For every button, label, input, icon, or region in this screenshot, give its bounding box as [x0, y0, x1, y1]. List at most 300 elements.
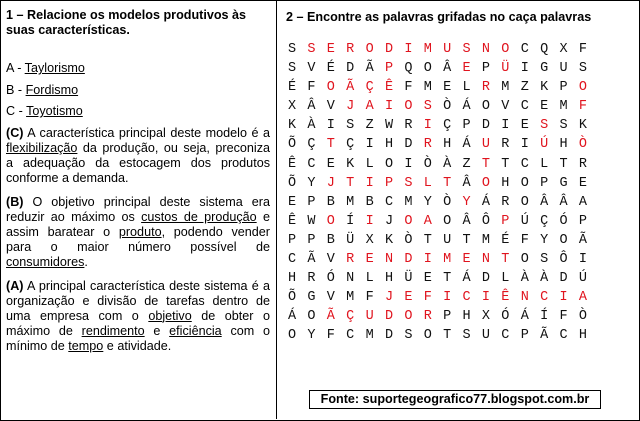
grid-letter: I — [365, 137, 374, 153]
grid-letter: U — [481, 328, 491, 344]
grid-letter: T — [501, 156, 510, 172]
grid-row — [288, 212, 598, 231]
grid-letter: H — [384, 271, 394, 287]
grid-letter: R — [423, 309, 432, 325]
grid-letter: O — [326, 80, 335, 96]
grid-letter: Á — [481, 194, 491, 210]
grid-letter: É — [288, 80, 297, 96]
grid-letter: Á — [520, 309, 529, 325]
grid-letter: Ò — [443, 194, 452, 210]
grid-letter: Õ — [288, 175, 297, 191]
grid-letter: J — [384, 290, 394, 306]
word-search-grid — [288, 40, 598, 346]
grid-letter: T — [346, 175, 355, 191]
grid-letter: Ò — [423, 156, 432, 172]
grid-letter: J — [384, 213, 394, 229]
grid-letter: E — [443, 80, 452, 96]
grid-letter: N — [520, 290, 529, 306]
option-letter: B - — [6, 82, 26, 97]
grid-letter: Y — [307, 175, 316, 191]
grid-letter: R — [578, 156, 587, 172]
descriptions — [6, 126, 270, 354]
description-text: e — [144, 323, 170, 338]
grid-letter: M — [559, 99, 568, 115]
grid-letter: E — [423, 271, 432, 287]
grid-letter: I — [365, 213, 374, 229]
grid-letter: A — [578, 194, 587, 210]
grid-letter: R — [307, 271, 316, 287]
grid-letter: D — [384, 42, 394, 57]
grid-letter: P — [307, 194, 316, 210]
grid-letter: Z — [365, 118, 374, 134]
grid-letter: X — [365, 232, 374, 248]
grid-letter: S — [346, 118, 355, 134]
question-2-title: 2 – Encontre as palavras grifadas no caça palavras — [286, 10, 592, 24]
description-paragraph — [6, 126, 270, 186]
grid-letter: D — [559, 271, 568, 287]
grid-letter: Ç — [443, 118, 452, 134]
highlighted-term: eficiência — [169, 323, 222, 338]
grid-letter: M — [423, 42, 432, 57]
grid-letter: I — [501, 118, 510, 134]
grid-letter: C — [520, 99, 529, 115]
grid-letter: I — [481, 290, 491, 306]
grid-letter: W — [384, 118, 394, 134]
grid-letter: F — [326, 328, 335, 344]
grid-letter: M — [481, 232, 491, 248]
grid-letter: E — [404, 290, 413, 306]
grid-letter: K — [346, 156, 355, 172]
grid-letter: Ã — [346, 80, 355, 96]
grid-letter: Q — [404, 61, 413, 77]
grid-letter: G — [559, 175, 568, 191]
grid-letter: P — [481, 61, 491, 77]
grid-letter: Ê — [501, 290, 510, 306]
grid-letter: À — [443, 156, 452, 172]
grid-letter: Â — [462, 175, 471, 191]
grid-row — [288, 231, 598, 250]
grid-letter: T — [443, 175, 452, 191]
grid-row — [288, 288, 598, 307]
grid-letter: Z — [520, 80, 529, 96]
option-item — [6, 104, 270, 119]
grid-letter: R — [404, 118, 413, 134]
grid-letter: O — [307, 309, 316, 325]
grid-letter: F — [578, 99, 587, 115]
grid-letter: Y — [540, 232, 549, 248]
grid-row — [288, 307, 598, 326]
grid-letter: P — [559, 80, 568, 96]
grid-letter: U — [443, 42, 452, 57]
description-text: com o mínimo de — [6, 323, 271, 353]
grid-letter: E — [462, 252, 471, 268]
grid-letter: Ü — [404, 271, 413, 287]
grid-letter: Ê — [288, 156, 297, 172]
grid-letter: O — [559, 232, 568, 248]
description-text: A característica principal deste modelo é a — [23, 125, 270, 140]
grid-letter: K — [384, 232, 394, 248]
grid-letter: K — [288, 118, 297, 134]
grid-letter: M — [404, 194, 413, 210]
grid-letter: S — [307, 42, 316, 57]
grid-letter: Ó — [559, 213, 568, 229]
description-paragraph — [6, 279, 270, 354]
grid-letter: S — [288, 42, 297, 57]
description-text: e atividade. — [103, 338, 172, 353]
grid-row — [288, 269, 598, 288]
grid-letter: E — [365, 252, 374, 268]
grid-letter: C — [540, 290, 549, 306]
grid-letter: I — [443, 290, 452, 306]
grid-letter: P — [578, 213, 587, 229]
grid-letter: H — [501, 175, 510, 191]
grid-letter: L — [501, 271, 510, 287]
grid-row — [288, 155, 598, 174]
grid-letter: D — [404, 252, 413, 268]
grid-letter: O — [520, 175, 529, 191]
grid-letter: S — [423, 99, 432, 115]
grid-letter: H — [288, 271, 297, 287]
grid-letter: N — [481, 42, 491, 57]
grid-row — [288, 116, 598, 135]
grid-letter: R — [501, 194, 510, 210]
description-text: O objetivo principal deste sistema era reduzir ao máximo os — [6, 194, 270, 224]
grid-letter: G — [307, 290, 316, 306]
grid-letter: B — [365, 194, 374, 210]
column-divider — [276, 0, 277, 419]
source-credit: Fonte: suportegeografico77.blogspot.com.br — [309, 390, 601, 409]
grid-letter: Ç — [346, 309, 355, 325]
option-item — [6, 83, 270, 98]
grid-row — [288, 59, 598, 78]
grid-letter: F — [365, 290, 374, 306]
grid-letter: J — [346, 99, 355, 115]
description-text: da produção, ou seja, preconiza a adequação da estocagem dos produtos conforme a demanda. — [6, 140, 270, 185]
grid-letter: F — [423, 290, 432, 306]
grid-letter: F — [520, 232, 529, 248]
grid-letter: Ó — [326, 271, 335, 287]
grid-letter: Í — [540, 309, 549, 325]
grid-letter: M — [501, 80, 510, 96]
answer-letter: (A) — [6, 278, 24, 293]
grid-letter: Ê — [288, 213, 297, 229]
grid-letter: O — [520, 252, 529, 268]
grid-letter: D — [481, 271, 491, 287]
grid-letter: Z — [462, 156, 471, 172]
grid-letter: T — [423, 232, 432, 248]
answer-letter: (B) — [6, 194, 24, 209]
grid-letter: Ã — [365, 61, 374, 77]
grid-letter: Ã — [540, 328, 549, 344]
grid-letter: D — [404, 137, 413, 153]
grid-letter: P — [520, 328, 529, 344]
grid-letter: O — [404, 213, 413, 229]
grid-letter: L — [365, 156, 374, 172]
left-panel — [6, 8, 270, 363]
highlighted-term: tempo — [68, 338, 104, 353]
grid-letter: O — [443, 213, 452, 229]
grid-letter: U — [443, 232, 452, 248]
grid-letter: X — [288, 99, 297, 115]
grid-letter: Â — [540, 194, 549, 210]
grid-letter: M — [346, 290, 355, 306]
grid-letter: À — [307, 118, 316, 134]
grid-letter: O — [578, 80, 587, 96]
grid-letter: Á — [462, 137, 471, 153]
grid-row — [288, 97, 598, 116]
grid-letter: O — [501, 42, 510, 57]
grid-letter: P — [443, 309, 452, 325]
grid-letter: Á — [462, 99, 471, 115]
grid-letter: T — [443, 271, 452, 287]
grid-letter: E — [288, 194, 297, 210]
grid-letter: H — [578, 328, 587, 344]
grid-letter: T — [481, 156, 491, 172]
description-text: e assim baratear o — [6, 209, 270, 239]
grid-letter: P — [501, 213, 510, 229]
grid-letter: Ã — [307, 252, 316, 268]
grid-letter: Y — [307, 328, 316, 344]
grid-letter: Ú — [578, 271, 587, 287]
grid-letter: O — [423, 328, 432, 344]
grid-letter: C — [384, 194, 394, 210]
grid-letter: D — [384, 328, 394, 344]
grid-letter: E — [578, 175, 587, 191]
grid-letter: Y — [462, 194, 471, 210]
grid-row — [288, 78, 598, 97]
grid-letter: Ú — [520, 213, 529, 229]
grid-letter: I — [559, 290, 568, 306]
grid-letter: E — [326, 42, 335, 57]
grid-letter: X — [559, 42, 568, 57]
grid-letter: E — [540, 99, 549, 115]
grid-letter: S — [288, 61, 297, 77]
grid-letter: S — [404, 328, 413, 344]
grid-letter: I — [520, 137, 529, 153]
grid-letter: Ó — [501, 309, 510, 325]
grid-letter: C — [501, 328, 510, 344]
grid-letter: Â — [443, 61, 452, 77]
grid-letter: Ã — [578, 232, 587, 248]
grid-letter: Â — [559, 194, 568, 210]
grid-letter: T — [559, 156, 568, 172]
grid-letter: Ò — [443, 99, 452, 115]
grid-letter: E — [326, 156, 335, 172]
option-term: Toyotismo — [26, 104, 83, 118]
grid-letter: W — [307, 213, 316, 229]
grid-letter: H — [384, 137, 394, 153]
grid-letter: D — [346, 61, 355, 77]
grid-letter: F — [307, 80, 316, 96]
grid-letter: A — [578, 290, 587, 306]
grid-letter: T — [443, 328, 452, 344]
grid-letter: O — [423, 61, 432, 77]
grid-letter: I — [423, 252, 432, 268]
grid-letter: Á — [288, 309, 297, 325]
grid-letter: G — [540, 61, 549, 77]
grid-letter: Ò — [578, 137, 587, 153]
grid-letter: U — [481, 137, 491, 153]
grid-letter: Ç — [307, 137, 316, 153]
answer-letter: (C) — [6, 125, 24, 140]
grid-letter: Ü — [501, 61, 510, 77]
grid-letter: F — [578, 42, 587, 57]
grid-letter: S — [540, 118, 549, 134]
grid-letter: E — [520, 118, 529, 134]
grid-row — [288, 40, 598, 59]
grid-letter: J — [326, 175, 335, 191]
grid-letter: T — [326, 137, 335, 153]
grid-letter: V — [326, 290, 335, 306]
highlighted-term: custos de produção — [141, 209, 257, 224]
grid-letter: Ç — [540, 213, 549, 229]
options-list — [6, 61, 270, 119]
grid-letter: P — [540, 175, 549, 191]
highlighted-term: flexibilização — [6, 140, 78, 155]
grid-letter: M — [346, 194, 355, 210]
grid-letter: P — [307, 232, 316, 248]
grid-letter: L — [462, 80, 471, 96]
grid-letter: R — [481, 80, 491, 96]
grid-letter: Y — [423, 194, 432, 210]
grid-letter: À — [520, 271, 529, 287]
grid-letter: S — [578, 61, 587, 77]
grid-letter: I — [326, 118, 335, 134]
grid-letter: I — [384, 99, 394, 115]
grid-letter: C — [346, 328, 355, 344]
highlighted-term: produto — [118, 224, 162, 239]
grid-letter: I — [404, 42, 413, 57]
grid-letter: Õ — [288, 137, 297, 153]
grid-letter: T — [501, 252, 510, 268]
grid-letter: Õ — [288, 290, 297, 306]
grid-letter: I — [365, 175, 374, 191]
grid-letter: F — [559, 309, 568, 325]
grid-letter: O — [288, 328, 297, 344]
grid-letter: Ü — [346, 232, 355, 248]
grid-letter: R — [501, 137, 510, 153]
grid-letter: A — [365, 99, 374, 115]
grid-letter: O — [404, 309, 413, 325]
grid-letter: O — [481, 175, 491, 191]
grid-letter: F — [404, 80, 413, 96]
grid-letter: V — [501, 99, 510, 115]
description-text: de obter o máximo de — [6, 308, 270, 338]
grid-letter: Ò — [578, 309, 587, 325]
grid-letter: C — [520, 42, 529, 57]
grid-letter: U — [559, 61, 568, 77]
grid-letter: P — [384, 61, 394, 77]
grid-letter: É — [501, 232, 510, 248]
grid-letter: É — [326, 61, 335, 77]
grid-letter: U — [365, 309, 374, 325]
grid-letter: V — [326, 252, 335, 268]
question-1-title: 1 – Relacione os modelos produtivos às suas características. — [6, 8, 247, 37]
grid-letter: S — [540, 252, 549, 268]
grid-letter: O — [481, 99, 491, 115]
option-letter: A - — [6, 61, 25, 75]
option-term: Fordismo — [25, 82, 79, 97]
grid-letter: O — [365, 42, 374, 57]
option-letter: C - — [6, 104, 27, 118]
grid-letter: L — [365, 271, 374, 287]
grid-letter: C — [520, 156, 529, 172]
grid-letter: L — [540, 156, 549, 172]
grid-letter: S — [462, 328, 471, 344]
grid-letter: P — [384, 175, 394, 191]
grid-letter: M — [423, 80, 432, 96]
grid-letter: Í — [346, 213, 355, 229]
grid-letter: O — [520, 194, 529, 210]
grid-letter: R — [346, 42, 355, 57]
grid-letter: Ç — [346, 137, 355, 153]
grid-letter: Ô — [481, 213, 491, 229]
grid-row — [288, 174, 598, 193]
grid-letter: P — [288, 232, 297, 248]
grid-letter: Ã — [326, 309, 335, 325]
grid-letter: O — [384, 156, 394, 172]
grid-letter: E — [462, 61, 471, 77]
description-text: A principal característica deste sistema é a organização e divisão de tarefas dentro de uma empresa com o — [6, 278, 270, 323]
grid-letter: Ô — [559, 252, 568, 268]
description-text: , podendo vender para o maior número possível de — [6, 224, 270, 254]
grid-letter: V — [307, 61, 316, 77]
option-item — [6, 61, 270, 76]
grid-letter: K — [578, 118, 587, 134]
grid-letter: M — [365, 328, 374, 344]
grid-row — [288, 135, 598, 154]
grid-letter: O — [326, 213, 335, 229]
option-term: Taylorismo — [24, 61, 85, 75]
grid-letter: Á — [462, 271, 471, 287]
grid-letter: X — [481, 309, 491, 325]
grid-letter: N — [346, 271, 355, 287]
grid-letter: C — [559, 328, 568, 344]
grid-letter: O — [404, 99, 413, 115]
grid-letter: Ç — [365, 80, 374, 96]
highlighted-term: rendimento — [81, 323, 145, 338]
grid-letter: H — [462, 309, 471, 325]
description-paragraph — [6, 195, 270, 270]
grid-letter: S — [462, 42, 471, 57]
grid-letter: Ú — [540, 137, 549, 153]
grid-letter: H — [559, 137, 568, 153]
grid-letter: N — [384, 252, 394, 268]
grid-letter: C — [288, 252, 297, 268]
grid-letter: Q — [540, 42, 549, 57]
grid-letter: Â — [462, 213, 471, 229]
grid-letter: I — [404, 156, 413, 172]
grid-letter: L — [423, 175, 432, 191]
grid-letter: P — [462, 118, 471, 134]
highlighted-term: consumidores — [6, 254, 85, 269]
grid-row — [288, 326, 598, 345]
grid-letter: B — [326, 232, 335, 248]
grid-letter: M — [443, 252, 452, 268]
grid-letter: D — [481, 118, 491, 134]
grid-letter: Â — [307, 99, 316, 115]
grid-letter: N — [481, 252, 491, 268]
grid-letter: S — [559, 118, 568, 134]
description-text: . — [84, 254, 88, 269]
grid-letter: A — [423, 213, 432, 229]
grid-letter: T — [462, 232, 471, 248]
grid-letter: I — [423, 118, 432, 134]
grid-letter: R — [423, 137, 432, 153]
grid-letter: K — [540, 80, 549, 96]
grid-letter: C — [462, 290, 471, 306]
grid-letter: Ê — [384, 80, 394, 96]
